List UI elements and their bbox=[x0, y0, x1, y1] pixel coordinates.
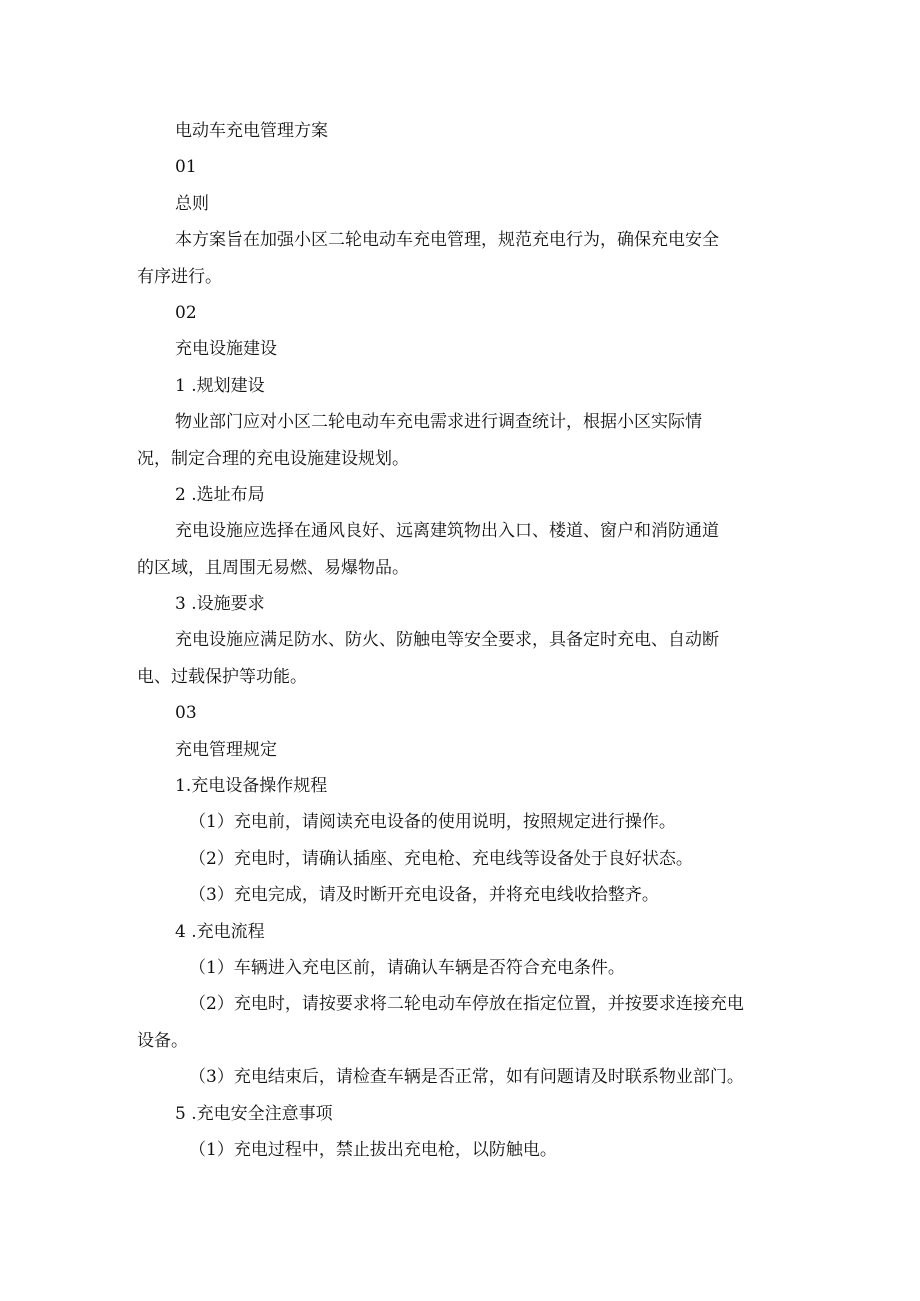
document-body bbox=[0, 113, 920, 1168]
paragraph-line: 有序进行。 bbox=[137, 266, 222, 287]
list-item: （1）充电过程中，禁止拔出充电枪，以防触电。 bbox=[189, 1139, 557, 1160]
list-item: （3）充电结束后，请检查车辆是否正常，如有问题请及时联系物业部门。 bbox=[189, 1067, 744, 1088]
list-item: （1）车辆进入充电区前，请确认车辆是否符合充电条件。 bbox=[189, 957, 625, 978]
section-heading: 充电设施建设 bbox=[175, 339, 277, 360]
list-item: （3）充电完成，请及时断开充电设备，并将充电线收拾整齐。 bbox=[189, 885, 659, 906]
section-number: 03 bbox=[175, 703, 197, 724]
section-heading: 总则 bbox=[175, 193, 209, 214]
item-label: 1 .规划建设 bbox=[175, 375, 265, 396]
paragraph-line: 的区域，且周围无易燃、易爆物品。 bbox=[137, 557, 409, 578]
paragraph-line: 充电设施应满足防水、防火、防触电等安全要求，具备定时充电、自动断 bbox=[175, 630, 719, 651]
subsection-label: 4 .充电流程 bbox=[175, 921, 265, 942]
paragraph-line: 电、过载保护等功能。 bbox=[137, 666, 307, 687]
document-title: 电动车充电管理方案 bbox=[175, 121, 328, 141]
subsection-label: 1.充电设备操作规程 bbox=[175, 776, 328, 797]
paragraph-line: 物业部门应对小区二轮电动车充电需求进行调查统计，根据小区实际情 bbox=[175, 412, 702, 433]
paragraph-line: 充电设施应选择在通风良好、远离建筑物出入口、楼道、窗户和消防通道 bbox=[175, 521, 719, 542]
item-label: 2 .选址布局 bbox=[175, 484, 265, 505]
item-label: 3 .设施要求 bbox=[175, 594, 265, 615]
list-item: （1）充电前，请阅读充电设备的使用说明，按照规定进行操作。 bbox=[189, 812, 676, 833]
section-number: 01 bbox=[175, 157, 197, 178]
paragraph-line: 况，制定合理的充电设施建设规划。 bbox=[137, 448, 409, 469]
section-number: 02 bbox=[175, 302, 197, 323]
subsection-label: 5 .充电安全注意事项 bbox=[175, 1103, 333, 1124]
paragraph-line: 本方案旨在加强小区二轮电动车充电管理，规范充电行为，确保充电安全 bbox=[175, 230, 719, 251]
list-item: （2）充电时，请确认插座、充电枪、充电线等设备处于良好状态。 bbox=[189, 848, 693, 869]
list-item-continuation: 设备。 bbox=[137, 1030, 188, 1051]
list-item: （2）充电时，请按要求将二轮电动车停放在指定位置，并按要求连接充电 bbox=[189, 994, 744, 1015]
section-heading: 充电管理规定 bbox=[175, 739, 277, 760]
